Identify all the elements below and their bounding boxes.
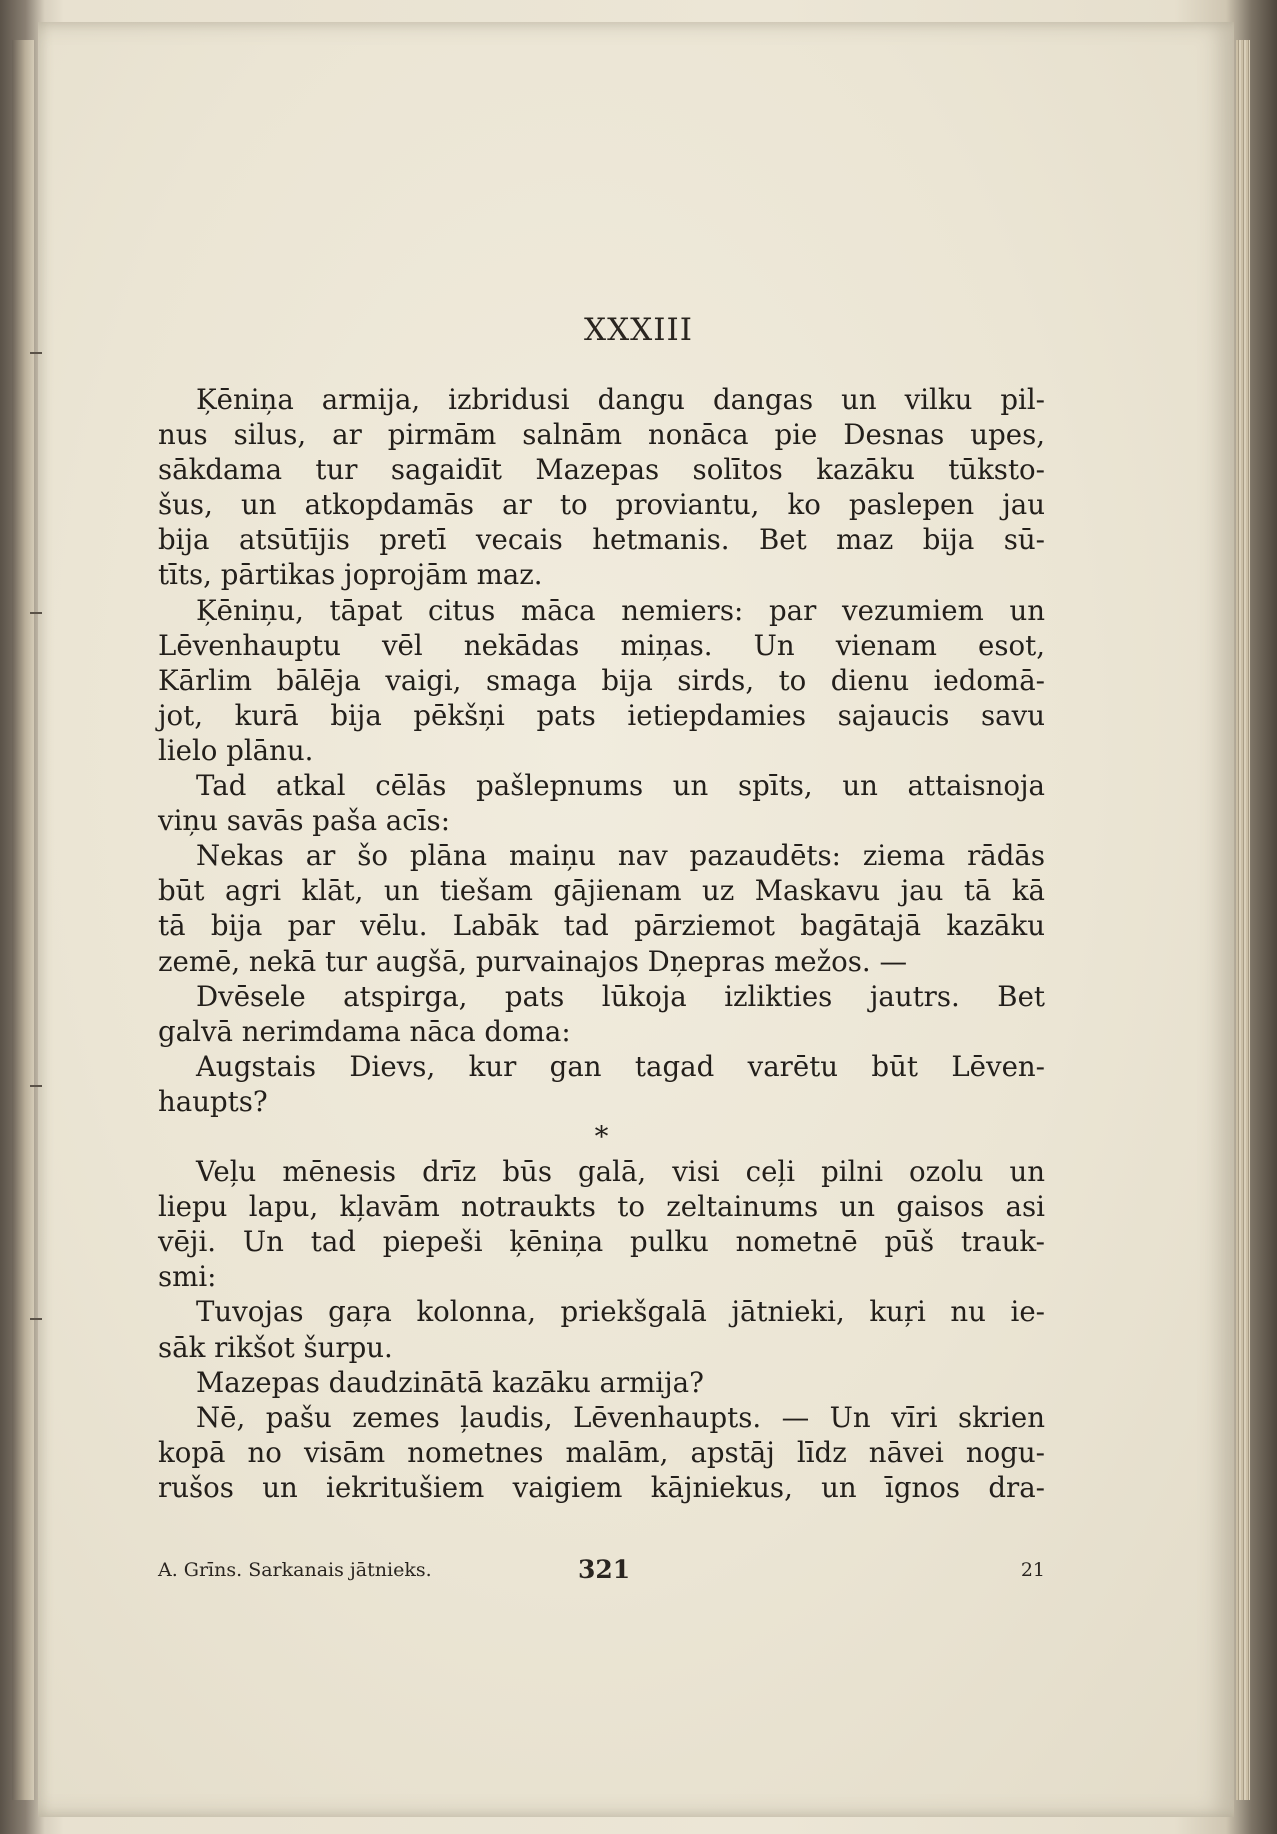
- text-line: Ķēniņu, tāpat citus māca nemiers: par vezumiem un: [196, 593, 1045, 627]
- text-line: Nē, pašu zemes ļaudis, Lēvenhaupts. — Un vīri skrien: [196, 1400, 1045, 1434]
- footer-author-title: A. Grīns. Sarkanais jātnieks.: [158, 1559, 432, 1581]
- text-line: vēji. Un tad piepeši ķēniņa pulku nometnē pūš trauk-: [158, 1225, 1045, 1259]
- text-line: Tad atkal cēlās pašlepnums un spīts, un attaisnoja: [196, 769, 1045, 803]
- text-line: lielo plānu.: [158, 733, 314, 767]
- text-line: Tuvojas gaŗa kolonna, priekšgalā jātnieki, kuŗi nu ie-: [196, 1295, 1045, 1329]
- text-line: sākdama tur sagaidīt Mazepas solītos kazāku tūksto-: [158, 453, 1045, 487]
- text-line: zemē, nekā tur augšā, purvainajos Dņepras mežos. —: [158, 944, 908, 978]
- page-stack-edge: [1236, 40, 1250, 1800]
- text-line: Mazepas daudzinātā kazāku armija?: [196, 1365, 704, 1399]
- section-separator: *: [594, 1119, 609, 1153]
- text-line: galvā nerimdama nāca doma:: [158, 1014, 571, 1048]
- text-line: haupts?: [158, 1084, 268, 1118]
- binding-mark: [30, 612, 42, 614]
- text-line: Ķēniņa armija, izbridusi dangu dangas un vilku pil-: [196, 383, 1045, 416]
- text-line: Augstais Dievs, kur gan tagad varētu būt Lēven-: [196, 1049, 1045, 1083]
- text-line: rušos un iekritušiem vaigiem kājniekus, un īgnos dra-: [158, 1470, 1045, 1504]
- binding-mark: [30, 1318, 42, 1320]
- text-line: tā bija par vēlu. Labāk tad pārziemot bagātajā kazāku: [158, 909, 1045, 943]
- text-line: šus, un atkopdamās ar to proviantu, ko paslepen jau: [158, 488, 1045, 522]
- text-line: Veļu mēnesis drīz būs galā, visi ceļi pilni ozolu un: [196, 1155, 1045, 1189]
- binding-mark: [30, 352, 42, 354]
- text-line: Dvēsele atspirga, pats lūkoja izlikties jautrs. Bet: [196, 979, 1045, 1013]
- text-line: viņu savās paša acīs:: [158, 804, 450, 838]
- text-line: jot, kurā bija pēkšņi pats ietiepdamies sajaucis savu: [158, 698, 1045, 732]
- text-line: bija atsūtījis pretī vecais hetmanis. Bet maz bija sū-: [158, 523, 1045, 557]
- signature-mark: 21: [1020, 1559, 1045, 1581]
- text-line: Kārlim bālēja vaigi, smaga bija sirds, to dienu iedomā-: [158, 663, 1045, 697]
- text-line: liepu lapu, kļavām notraukts to zeltainums un gaisos asi: [158, 1190, 1045, 1224]
- book-spine-edge: [12, 40, 34, 1800]
- page-footer: [158, 1555, 1045, 1585]
- chapter-heading: XXXIII: [584, 312, 693, 348]
- text-line: būt agri klāt, un tiešam gājienam uz Maskavu jau tā kā: [158, 874, 1045, 908]
- text-line: kopā no visām nometnes malām, apstāj līdz nāvei nogu-: [158, 1435, 1045, 1469]
- text-line: nus silus, ar pirmām salnām nonāca pie Desnas upes,: [158, 418, 1045, 452]
- text-line: sāk rikšot šurpu.: [158, 1330, 393, 1364]
- text-line: tīts, pārtikas joprojām maz.: [158, 558, 543, 592]
- page-number: 321: [578, 1555, 631, 1584]
- body-text: [158, 382, 1045, 1505]
- binding-mark: [30, 1085, 42, 1087]
- text-line: Lēvenhauptu vēl nekādas miņas. Un vienam esot,: [158, 628, 1045, 662]
- text-line: smi:: [158, 1260, 217, 1294]
- text-line: Nekas ar šo plāna maiņu nav pazaudēts: ziema rādās: [196, 839, 1045, 873]
